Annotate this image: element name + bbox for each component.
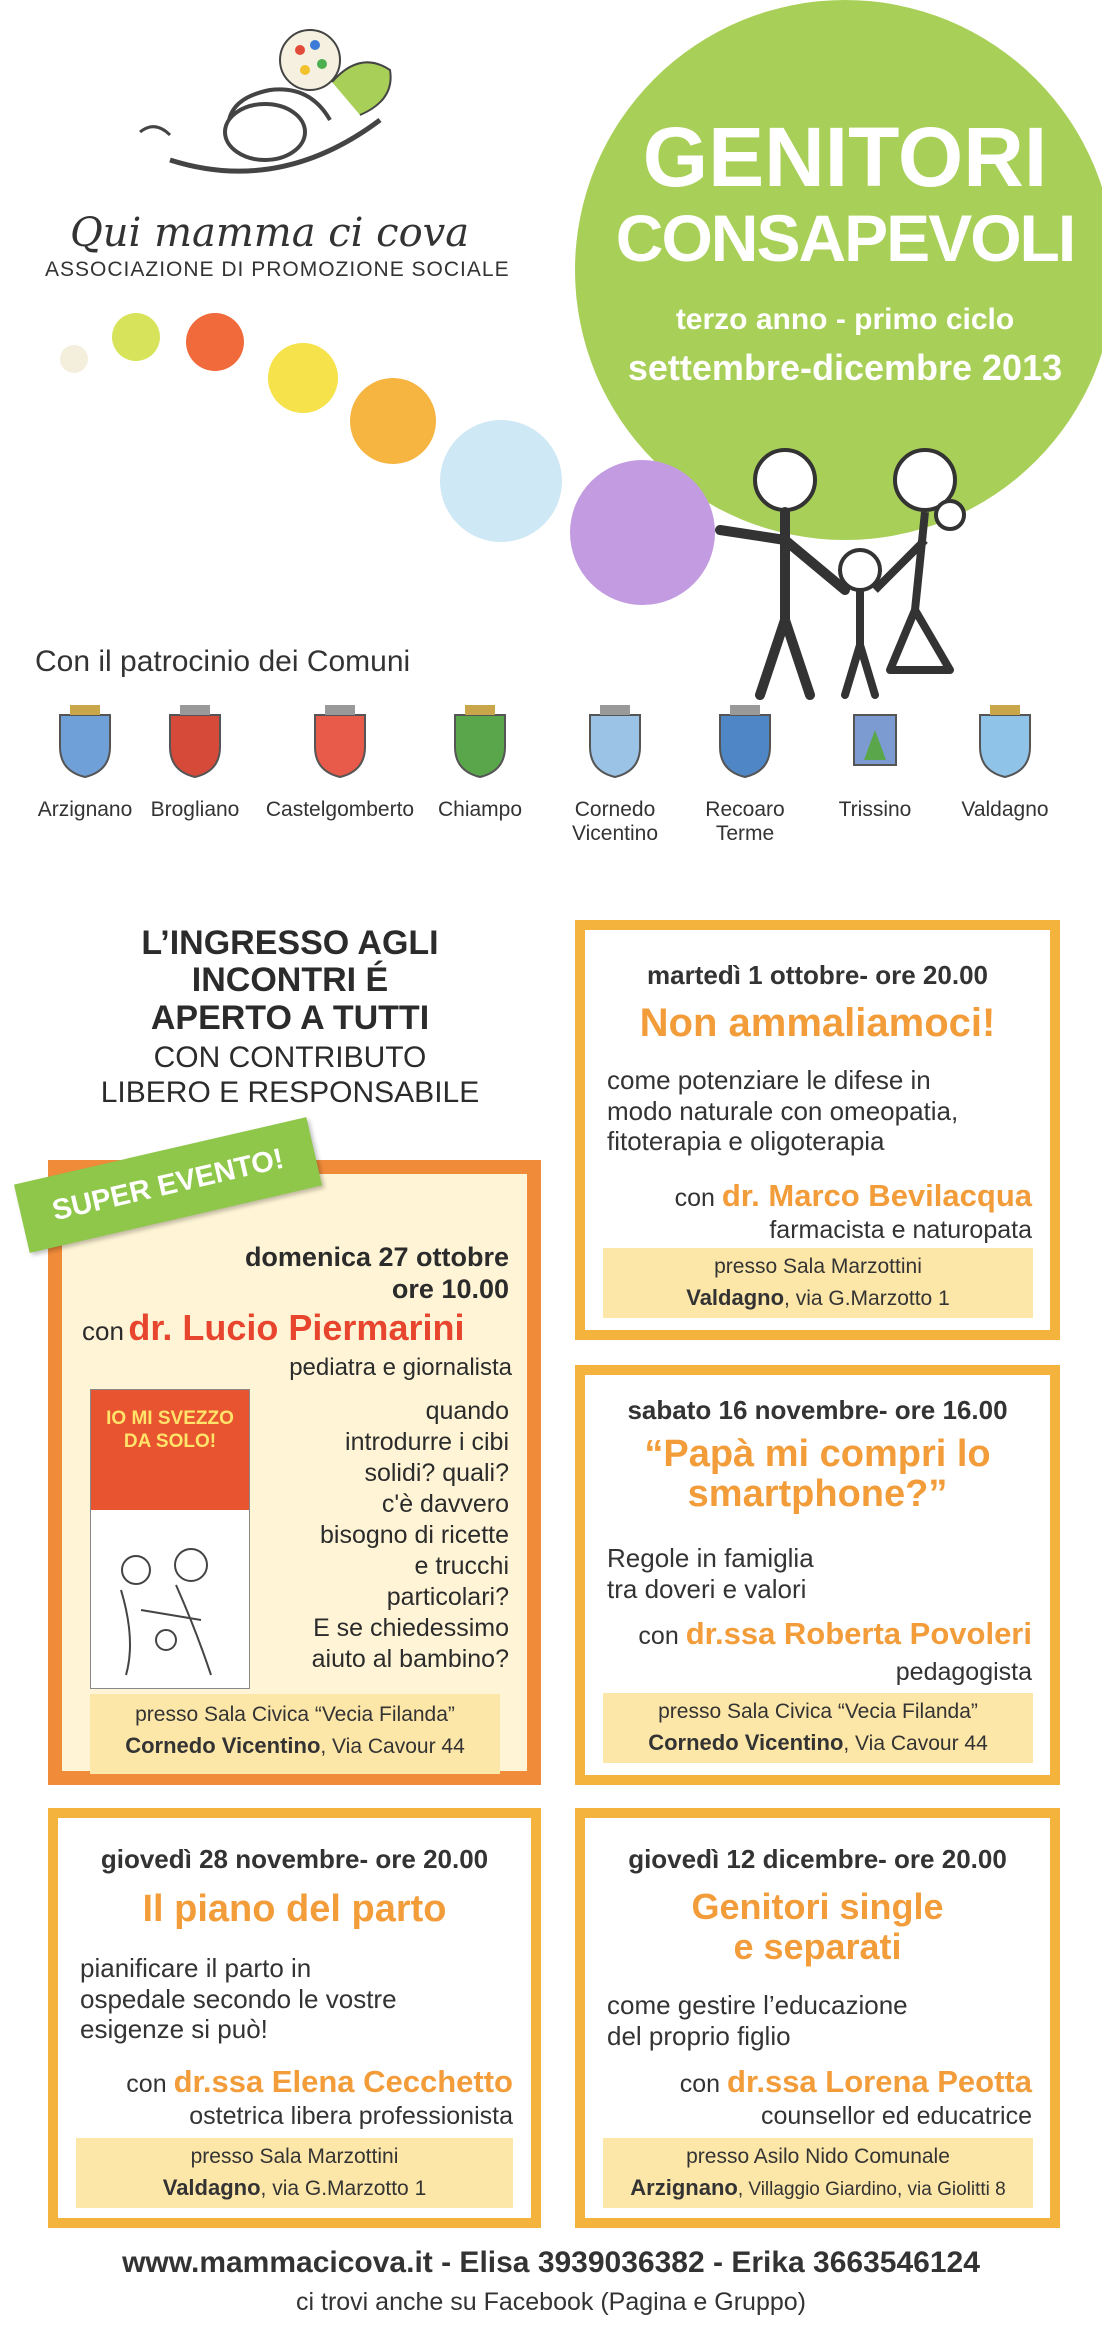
venue-line1: presso Sala Civica “Vecia Filanda”: [658, 1700, 978, 1723]
question-line: E se chiedessimo: [313, 1614, 509, 1642]
event-venue: [76, 2138, 513, 2208]
super-speaker-line: [82, 1307, 512, 1349]
venue-line1: presso Sala Marzottini: [714, 1255, 922, 1278]
crest-icon: [309, 705, 371, 779]
super-date-line2: ore 10.00: [391, 1274, 509, 1304]
event-title-line2: e separati: [733, 1926, 902, 1967]
comune-name: Trissino: [838, 798, 912, 821]
footer-facebook: ci trovi anche su Facebook (Pagina e Gruppo): [296, 2288, 806, 2316]
question-line: e trucchi: [414, 1552, 509, 1580]
event-title-line1: “Papà mi compri lo: [644, 1433, 991, 1475]
question-line: c'è davvero: [381, 1490, 509, 1518]
entrance-line3: APERTO A TUTTI: [150, 998, 430, 1037]
desc-line: tra doveri e valori: [607, 1573, 807, 1604]
comune-cornedo: [550, 705, 680, 846]
venue-city: Arzignano: [630, 2175, 738, 2201]
venue-city: Cornedo Vicentino: [125, 1733, 321, 1759]
venue-address: , Via Cavour 44: [843, 1732, 988, 1756]
venue-city: Valdagno: [162, 2175, 261, 2201]
title-line1: GENITORI: [642, 110, 1048, 204]
venue-address: , via G.Marzotto 1: [784, 1287, 950, 1311]
entrance-line2: INCONTRI É: [191, 961, 389, 1000]
footer-contacts: www.mammacicova.it - Elisa 3939036382 - Erika 3663546124: [122, 2246, 980, 2279]
event-venue: [603, 1248, 1033, 1318]
comuni-row: [20, 705, 1090, 875]
entrance-line1: L’INGRESSO AGLI: [141, 924, 439, 962]
event-speaker-line: [675, 1177, 1032, 1214]
crest-icon: [449, 705, 511, 779]
desc-line: esigenze si può!: [80, 2014, 268, 2045]
event-with: con: [674, 1184, 715, 1212]
event-date: sabato 16 novembre- ore 16.00: [627, 1395, 1008, 1425]
logo-subtitle: ASSOCIAZIONE DI PROMOZIONE SOCIALE: [45, 258, 510, 281]
event-desc: [607, 1065, 1047, 1157]
event-speaker: dr. Marco Bevilacqua: [721, 1178, 1032, 1213]
comune-castelgomberto: [260, 705, 420, 822]
event-role: counsellor ed educatrice: [761, 2102, 1032, 2130]
event-speaker-line: [126, 2063, 513, 2100]
venue-line2: [603, 2172, 1033, 2204]
event-speaker-line: [680, 2063, 1032, 2100]
question-line: bisogno di ricette: [319, 1521, 509, 1549]
super-date-line1: domenica 27 ottobre: [244, 1242, 509, 1272]
venue-address: , Villaggio Giardino, via Giolitti 8: [737, 2179, 1006, 2201]
venue-line2: [76, 2172, 513, 2204]
event-box-3: [48, 1808, 541, 2228]
super-event-tag-text: SUPER EVENTO!: [49, 1142, 287, 1228]
entrance-line4: CON CONTRIBUTO: [153, 1041, 427, 1075]
logo-script-text: Qui mamma ci cova: [70, 210, 470, 256]
question-line: aiuto al bambino?: [311, 1645, 509, 1673]
venue-line2: [603, 1282, 1033, 1314]
event-title: Non ammaliamoci!: [639, 1001, 996, 1045]
desc-line: modo naturale con omeopatia,: [607, 1095, 959, 1126]
dot-4: [268, 343, 338, 413]
event-venue: [603, 1693, 1033, 1763]
event-role: pedagogista: [895, 1658, 1032, 1686]
comune-brogliano: [130, 705, 260, 822]
venue-city: Cornedo Vicentino: [648, 1730, 844, 1756]
event-desc: [607, 1990, 1047, 2051]
event-with: con: [679, 2070, 721, 2098]
desc-line: come potenziare le difese in: [607, 1065, 931, 1095]
question-line: solidi? quali?: [364, 1459, 509, 1487]
event-title: Il piano del parto: [142, 1888, 447, 1930]
super-questions: [259, 1396, 509, 1675]
desc-line: ospedale secondo le vostre: [80, 1983, 397, 2014]
comune-name: Cornedo Vicentino: [571, 798, 658, 846]
baby-logo-icon: [60, 20, 480, 190]
event-date: giovedì 28 novembre- ore 20.00: [100, 1844, 489, 1874]
comune-valdagno: [940, 705, 1070, 822]
subtitle-line1: terzo anno - primo ciclo: [675, 303, 1015, 336]
venue-line1: presso Asilo Nido Comunale: [686, 2145, 950, 2168]
event-role: ostetrica libera professionista: [189, 2102, 513, 2130]
venue-line1: presso Sala Civica “Vecia Filanda”: [135, 1703, 455, 1726]
logo: [60, 20, 480, 190]
desc-line: Regole in famiglia: [607, 1543, 814, 1573]
dot-5: [350, 378, 436, 464]
venue-address: , Via Cavour 44: [320, 1735, 465, 1759]
comune-name: Castelgomberto: [265, 798, 415, 821]
crest-icon: [54, 705, 116, 779]
comune-trissino: [810, 705, 940, 822]
family-icon: [700, 440, 1000, 700]
event-speaker: dr.ssa Lorena Peotta: [727, 2064, 1032, 2099]
venue-line2: [90, 1730, 500, 1762]
dot-3: [186, 313, 244, 371]
event-venue: [603, 2138, 1033, 2208]
super-with: con: [82, 1316, 124, 1346]
venue-line1: presso Sala Marzottini: [190, 2145, 399, 2168]
event-date: martedì 1 ottobre- ore 20.00: [647, 960, 988, 990]
desc-line: come gestire l’educazione: [607, 1990, 908, 2020]
patronage-label: Con il patrocinio dei Comuni: [35, 645, 411, 678]
question-line: introdurre i cibi: [345, 1428, 509, 1456]
venue-city: Valdagno: [686, 1285, 785, 1311]
event-box-2: [575, 1365, 1060, 1785]
comune-name: Recoaro Terme: [705, 798, 785, 846]
book-drawing-icon: [101, 1530, 239, 1680]
super-role: pediatra e giornalista: [289, 1354, 512, 1381]
venue-line2: [603, 1727, 1033, 1759]
crest-icon: [714, 705, 776, 779]
comune-chiampo: [415, 705, 545, 822]
crest-icon: [164, 705, 226, 779]
comune-recoaro: [680, 705, 810, 846]
event-speaker-line: [638, 1615, 1032, 1652]
dot-2: [112, 313, 160, 361]
event-title-line1: Genitori single: [691, 1886, 944, 1927]
question-line: particolari?: [386, 1583, 509, 1611]
super-event-box: [48, 1160, 541, 1785]
desc-line: del proprio figlio: [607, 2020, 791, 2051]
title-line2: CONSAPEVOLI: [615, 201, 1075, 275]
event-box-4: [575, 1808, 1060, 2228]
desc-line: pianificare il parto in: [80, 1953, 312, 1983]
event-with: con: [126, 2070, 167, 2098]
crest-icon: [584, 705, 646, 779]
question-line: quando: [425, 1397, 509, 1425]
comune-name: Chiampo: [437, 798, 523, 821]
subtitle-line2: settembre-dicembre 2013: [627, 347, 1063, 388]
event-desc: [80, 1953, 530, 2045]
event-speaker: dr.ssa Elena Cecchetto: [173, 2064, 513, 2099]
comune-name: Arzignano: [37, 798, 133, 821]
crest-icon: [974, 705, 1036, 779]
book-title: IO MI SVEZZO DA SOLO!: [106, 1408, 234, 1452]
super-venue: [90, 1694, 500, 1774]
dot-1: [60, 345, 88, 373]
event-desc: [607, 1543, 1047, 1604]
super-speaker: dr. Lucio Piermarini: [128, 1307, 465, 1348]
comune-name: Brogliano: [150, 798, 240, 821]
dot-6: [440, 420, 562, 542]
entrance-info: [60, 925, 520, 1110]
comune-name: Valdagno: [961, 798, 1049, 821]
family-illustration: [700, 440, 1000, 700]
event-with: con: [638, 1622, 679, 1650]
desc-line: fitoterapia e oligoterapia: [607, 1126, 885, 1157]
event-title-line2: smartphone?”: [687, 1473, 948, 1515]
event-speaker: dr.ssa Roberta Povoleri: [685, 1616, 1032, 1651]
book-cover: [90, 1389, 250, 1689]
crest-icon: [844, 705, 906, 779]
event-box-1: [575, 920, 1060, 1340]
dot-7: [570, 460, 715, 605]
event-date: giovedì 12 dicembre- ore 20.00: [628, 1844, 1007, 1874]
event-role: farmacista e naturopata: [769, 1216, 1032, 1244]
entrance-line5: LIBERO E RESPONSABILE: [100, 1075, 480, 1109]
venue-address: , via G.Marzotto 1: [260, 2177, 427, 2201]
